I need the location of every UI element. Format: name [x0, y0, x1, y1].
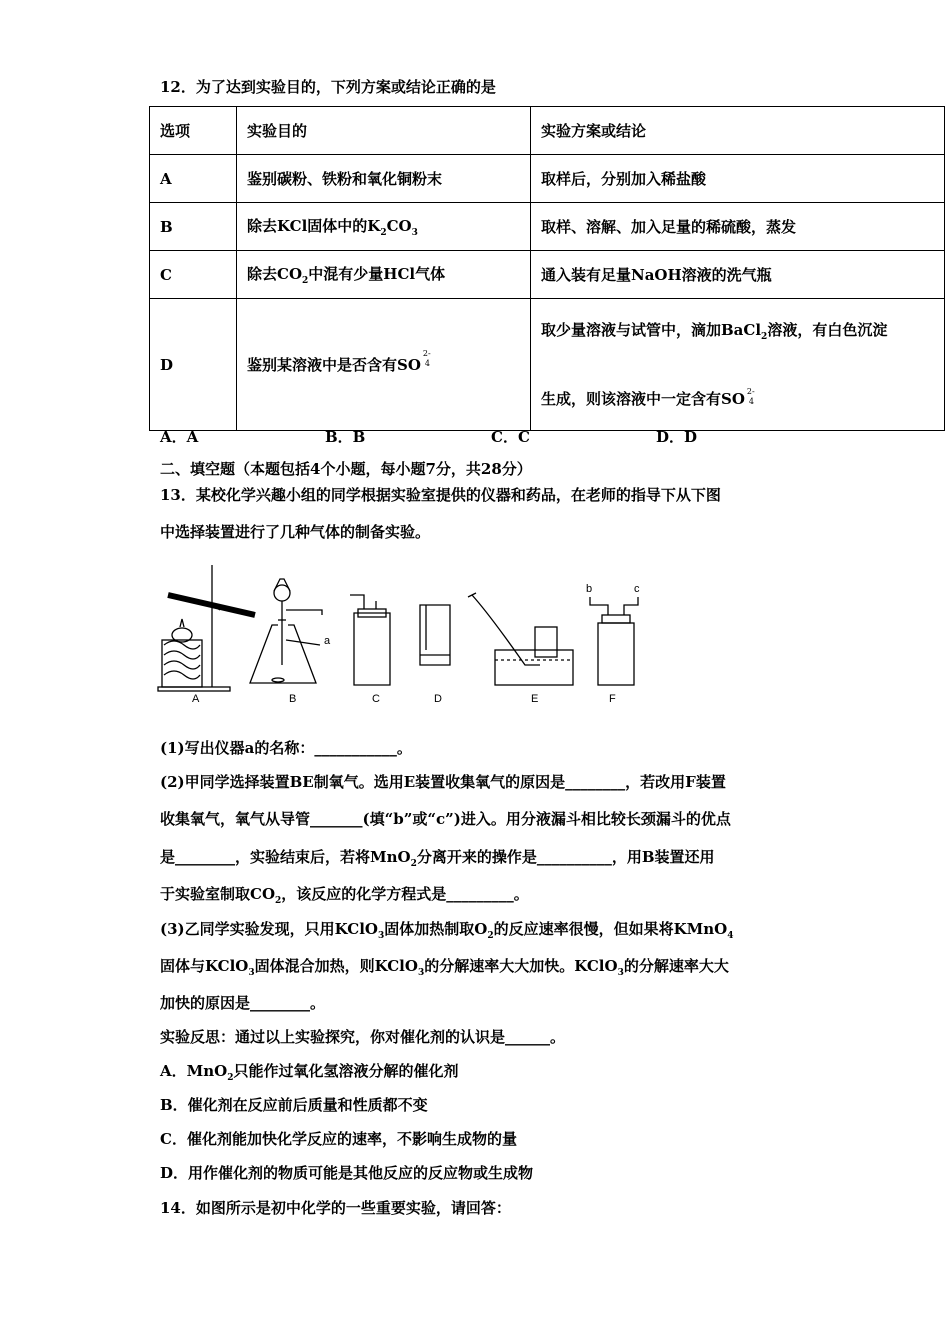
apparatus-label: A — [192, 693, 200, 705]
apparatus-label: F — [609, 693, 616, 705]
q13-option-b[interactable]: B．催化剂在反应前后质量和性质都不变 — [160, 1096, 428, 1114]
table-row — [150, 155, 945, 203]
apparatus-label: B — [289, 693, 297, 705]
row-aim: 鉴别某溶液中是否含有SO 2- 4 — [237, 299, 531, 431]
apparatus-figure — [150, 565, 650, 710]
q14-title: 14．如图所示是初中化学的一些重要实验，请回答： — [160, 1199, 511, 1217]
table-row — [150, 299, 945, 431]
table-row — [150, 251, 945, 299]
apparatus-b-icon — [250, 579, 322, 683]
q13-part3-line2: 固体与KClO$_3$固体混合加热，则KClO$_3$的分解速率大大加快。KClO$_3$的分解速率大大 — [160, 957, 729, 978]
apparatus-label: C — [372, 693, 380, 705]
table-header-row — [150, 107, 945, 155]
header-aim: 实验目的 — [237, 107, 531, 155]
table-row — [150, 203, 945, 251]
apparatus-f-icon — [590, 597, 638, 685]
apparatus-label: D — [434, 693, 442, 705]
row-aim: 鉴别碳粉、铁粉和氧化铜粉末 — [237, 155, 531, 203]
row-plan: 通入装有足量NaOH溶液的洗气瓶 — [531, 251, 945, 299]
option-c[interactable]: C．C — [491, 428, 530, 446]
q13-part2-line4: 于实验室制取$CO_2$，该反应的化学方程式是_________。 — [160, 885, 529, 906]
row-option: D — [150, 299, 237, 431]
row-plan: 取样、溶解、加入足量的稀硫酸，蒸发 — [531, 203, 945, 251]
q13-part2-line2: 收集氧气，氧气从导管_______(填“b”或“c”)进入。用分液漏斗相比较长颈漏斗的优点 — [160, 810, 731, 828]
q13-part1: (1)写出仪器a的名称：___________。 — [160, 739, 412, 757]
header-option: 选项 — [150, 107, 237, 155]
header-plan: 实验方案或结论 — [531, 107, 945, 155]
option-d[interactable]: D．D — [656, 428, 698, 446]
apparatus-a-icon — [158, 565, 255, 691]
q12-table — [149, 106, 945, 431]
section-title: 二、填空题（本题包括4个小题，每小题7分，共28分） — [160, 460, 532, 478]
row-plan: 取样后，分别加入稀盐酸 — [531, 155, 945, 203]
label-b: b — [586, 583, 593, 595]
apparatus-c-icon — [350, 595, 390, 685]
row-option: C — [150, 251, 237, 299]
row-option: B — [150, 203, 237, 251]
q13-reflection: 实验反思：通过以上实验探究，你对催化剂的认识是______。 — [160, 1028, 566, 1046]
q13-option-d[interactable]: D．用作催化剂的物质可能是其他反应的反应物或生成物 — [160, 1164, 534, 1182]
q13-option-a[interactable]: A．MnO$_2$只能作过氧化氢溶液分解的催化剂 — [160, 1062, 459, 1083]
row-option: A — [150, 155, 237, 203]
q12-title: 12．为了达到实验目的，下列方案或结论正确的是 — [160, 78, 496, 96]
apparatus-d-icon — [420, 605, 450, 665]
option-a[interactable]: A．A — [160, 428, 199, 446]
q13-line2: 中选择装置进行了几种气体的制备实验。 — [160, 523, 431, 541]
q13-line1: 13．某校化学兴趣小组的同学根据实验室提供的仪器和药品，在老师的指导下从下图 — [160, 486, 721, 504]
label-c: c — [634, 583, 640, 595]
row-aim: 除去$CO_2$中混有少量HCl气体 — [237, 251, 531, 299]
q13-part3-line3: 加快的原因是________。 — [160, 994, 326, 1012]
apparatus-e-icon — [468, 593, 573, 685]
row-plan: 取少量溶液与试管中，滴加BaCl$_2$溶液，有白色沉淀 生成，则该溶液中一定含有SO 2- 4 — [531, 299, 945, 431]
q13-part2-line3: 是________，实验结束后，若将MnO$_2$分离开来的操作是__________，用B装置还用 — [160, 848, 715, 869]
label-a: a — [324, 635, 331, 647]
q13-option-c[interactable]: C．催化剂能加快化学反应的速率，不影响生成物的量 — [160, 1130, 517, 1148]
option-b[interactable]: B．B — [325, 428, 366, 446]
q13-part3-line1: (3)乙同学实验发现，只用KClO$_3$固体加热制取$O_2$的反应速率很慢，但如果将KMnO$_4$ — [160, 920, 734, 941]
q13-part2-line1: (2)甲同学选择装置BE制氧气。选用E装置收集氧气的原因是________，若改用F装置 — [160, 773, 726, 791]
row-aim: 除去KCl固体中的$K_2CO_3$ — [237, 203, 531, 251]
apparatus-label: E — [531, 693, 539, 705]
